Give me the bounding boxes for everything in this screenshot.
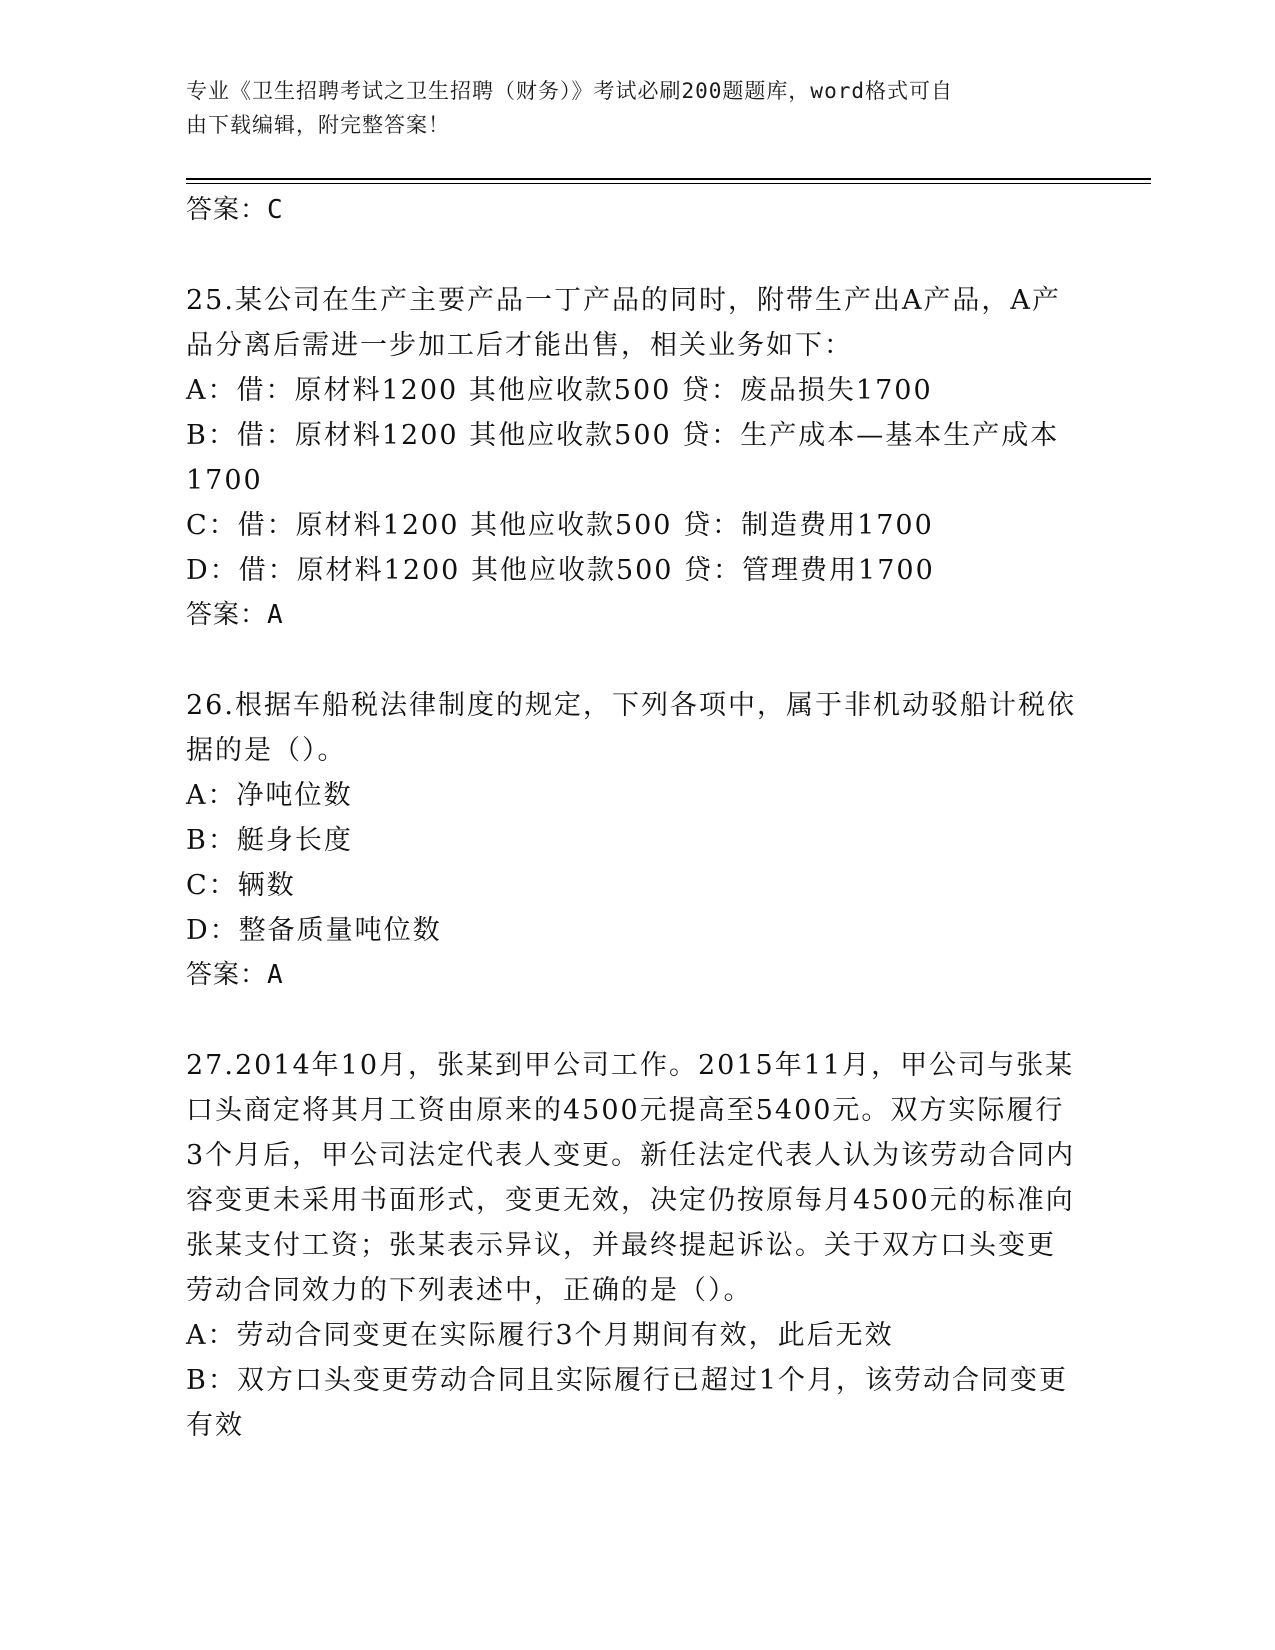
option-b: B：艇身长度 xyxy=(186,825,353,856)
question-stem: 劳动合同效力的下列表述中，正确的是（）。 xyxy=(186,1275,753,1306)
question-25 xyxy=(186,278,1086,638)
answer: 答案：A xyxy=(186,960,284,990)
spacer xyxy=(186,998,1086,1043)
option-a: A：借：原材料1200 其他应收款500 贷：废品损失1700 xyxy=(186,375,933,406)
answer: 答案：A xyxy=(186,600,284,630)
option-d: D：整备质量吨位数 xyxy=(186,915,442,946)
document-header xyxy=(186,74,1066,142)
option-a: A：劳动合同变更在实际履行3个月期间有效，此后无效 xyxy=(186,1320,894,1351)
question-stem: 张某支付工资；张某表示异议，并最终提起诉讼。关于双方口头变更 xyxy=(186,1230,1056,1261)
question-stem: 27.2014年10月，张某到甲公司工作。2015年11月，甲公司与张某 xyxy=(186,1050,1075,1081)
document-body xyxy=(186,188,1086,1448)
option-b: B：双方口头变更劳动合同且实际履行已超过1个月，该劳动合同变更 xyxy=(186,1365,1069,1396)
option-b: B：借：原材料1200 其他应收款500 贷：生产成本—基本生产成本 xyxy=(186,420,1060,451)
question-stem: 品分离后需进一步加工后才能出售，相关业务如下： xyxy=(186,330,853,361)
question-26 xyxy=(186,683,1086,998)
option-c: C：辆数 xyxy=(186,870,296,901)
option-c: C：借：原材料1200 其他应收款500 贷：制造费用1700 xyxy=(186,510,934,541)
header-rule-thick xyxy=(186,178,1151,180)
header-line-2: 由下载编辑，附完整答案！ xyxy=(186,113,450,137)
option-b-continued: 有效 xyxy=(186,1410,244,1441)
question-stem: 26.根据车船税法律制度的规定，下列各项中，属于非机动驳船计税依 xyxy=(186,690,1076,721)
spacer xyxy=(186,638,1086,683)
question-stem: 口头商定将其月工资由原来的4500元提高至5400元。双方实际履行 xyxy=(186,1095,1065,1126)
option-a: A：净吨位数 xyxy=(186,780,353,811)
question-stem: 容变更未采用书面形式，变更无效，决定仍按原每月4500元的标准向 xyxy=(186,1185,1075,1216)
header-rule-thin xyxy=(186,183,1151,184)
question-stem: 3个月后，甲公司法定代表人变更。新任法定代表人认为该劳动合同内 xyxy=(186,1140,1076,1171)
header-line-1: 专业《卫生招聘考试之卫生招聘（财务）》考试必刷200题题库，word格式可自 xyxy=(186,79,953,103)
question-stem: 25.某公司在生产主要产品一丁产品的同时，附带生产出A产品，A产 xyxy=(186,285,1061,316)
question-27 xyxy=(186,1043,1086,1448)
spacer xyxy=(186,233,1086,278)
previous-answer: 答案：C xyxy=(186,195,284,225)
option-b-continued: 1700 xyxy=(186,465,263,496)
question-stem: 据的是（）。 xyxy=(186,735,347,766)
option-d: D：借：原材料1200 其他应收款500 贷：管理费用1700 xyxy=(186,555,935,586)
